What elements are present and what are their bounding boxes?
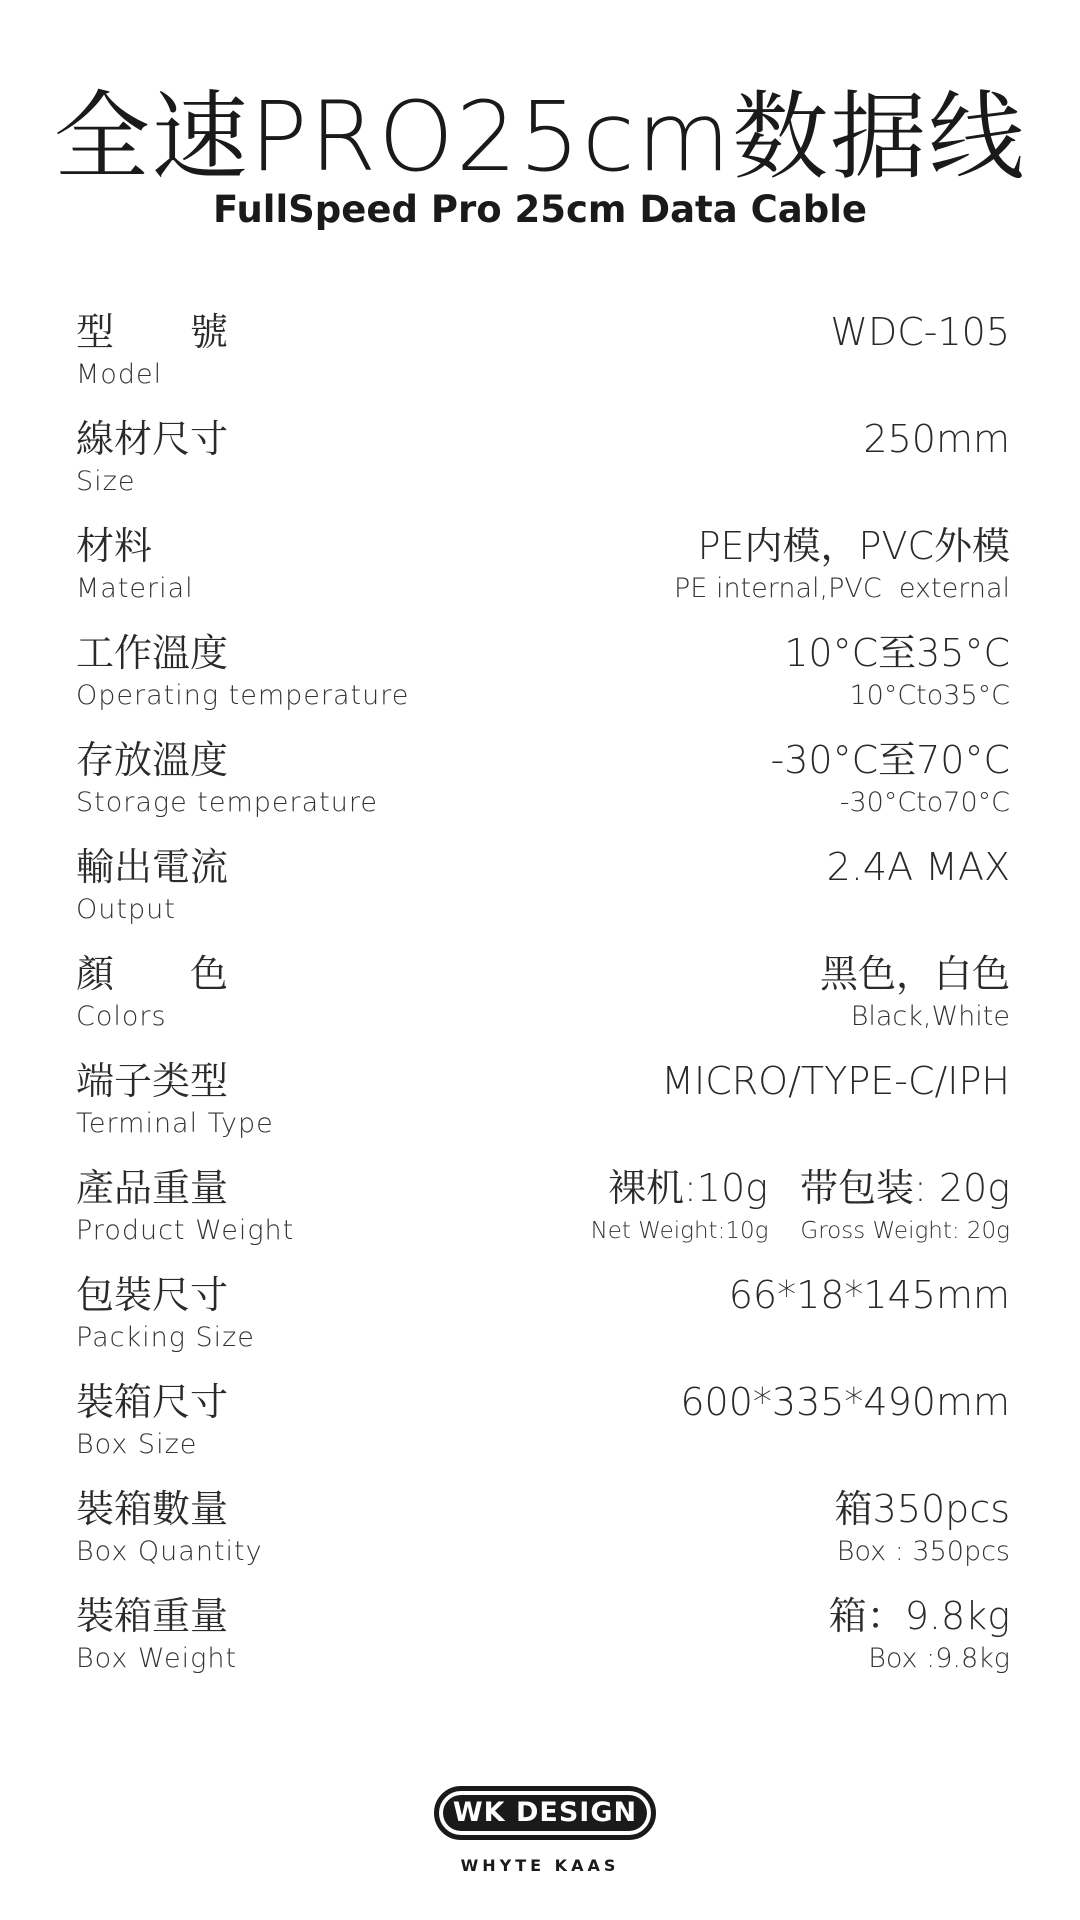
spec-value: 2.4A MAX [826,845,1010,889]
spec-label-en: Storage temperature [76,787,378,818]
spec-label-cn: 材料 [76,524,153,568]
brand-logo [0,1786,1080,1896]
spec-row-size [76,415,1010,522]
spec-row-box-quantity [76,1485,1010,1592]
spec-row-box-weight [76,1592,1010,1699]
spec-value [608,1164,1010,1212]
spec-value: 250mm [863,417,1010,461]
spec-label-cn: 型 號 [76,310,229,354]
page-title: 全速PRO25cm数据线 [53,81,1027,193]
spec-value: -30°C至70°C [770,738,1010,782]
spec-label-en: Operating temperature [76,680,410,711]
spec-value-sub [591,1214,1010,1248]
spec-label-cn: 線材尺寸 [76,417,229,461]
logo-tagline: WHYTE KAAS [460,1856,620,1875]
spec-value: 箱：9.8kg [828,1594,1010,1638]
page-subtitle: FullSpeed Pro 25cm Data Cable [213,188,867,231]
spec-label-en: Size [76,466,136,497]
spec-row-product-weight [76,1164,1010,1271]
spec-label-en: Colors [76,1001,167,1032]
spec-row-box-size [76,1378,1010,1485]
spec-value-sub: Box :9.8kg [868,1643,1010,1674]
spec-label-en: Packing Size [76,1322,255,1353]
spec-row-output [76,843,1010,950]
spec-label-en: Box Quantity [76,1536,263,1567]
spec-label-cn: 端子类型 [76,1059,229,1103]
spec-label-en: Material [76,573,194,604]
spec-label-cn: 裝箱數量 [76,1487,229,1531]
spec-label-en: Terminal Type [76,1108,274,1139]
spec-value-sub: Box : 350pcs [836,1536,1010,1567]
spec-row-terminal-type [76,1057,1010,1164]
spec-label-en: Box Size [76,1429,198,1460]
spec-value-sub: Black,White [850,1001,1010,1032]
spec-value-sub: 10°Cto35°C [849,680,1010,711]
spec-label-cn: 工作溫度 [76,631,229,675]
spec-row-operating-temperature [76,629,1010,736]
spec-value-sub: -30°Cto70°C [839,787,1010,818]
spec-value: 66*18*145mm [728,1273,1010,1317]
spec-label-cn: 包裝尺寸 [76,1273,229,1317]
spec-value-sub: PE internal,PVC external [674,573,1010,604]
spec-label-en: Model [76,359,163,390]
spec-table [76,308,1010,1699]
spec-row-colors [76,950,1010,1057]
net-weight-sub: Net Weight:10g [590,1218,769,1244]
spec-label-cn: 裝箱尺寸 [76,1380,229,1424]
spec-label-en: Product Weight [76,1215,295,1246]
spec-value: WDC-105 [830,310,1010,354]
spec-label-cn: 輸出電流 [76,845,229,889]
spec-value: 600*335*490mm [680,1380,1010,1424]
spec-row-material [76,522,1010,629]
spec-row-model [76,308,1010,415]
spec-label-cn: 存放溫度 [76,738,229,782]
spec-value: 箱350pcs [834,1487,1010,1531]
spec-value: 10°C至35°C [784,631,1010,675]
spec-label-cn: 顏 色 [76,952,229,996]
spec-label-cn: 裝箱重量 [76,1594,229,1638]
spec-label-cn: 產品重量 [76,1166,229,1210]
spec-row-storage-temperature [76,736,1010,843]
spec-label-en: Output [76,894,176,925]
gross-weight-value: 带包装: 20g [799,1166,1010,1210]
logo-text: WK DESIGN [443,1795,647,1831]
net-weight-value: 裸机:10g [607,1166,768,1210]
spec-value: 黑色，白色 [819,952,1010,996]
spec-row-packing-size [76,1271,1010,1378]
spec-value: PE内模，PVC外模 [697,524,1010,568]
logo-badge [434,1786,656,1840]
spec-value: MICRO/TYPE-C/IPH [661,1059,1010,1103]
gross-weight-sub: Gross Weight: 20g [800,1218,1010,1244]
spec-label-en: Box Weight [76,1643,238,1674]
